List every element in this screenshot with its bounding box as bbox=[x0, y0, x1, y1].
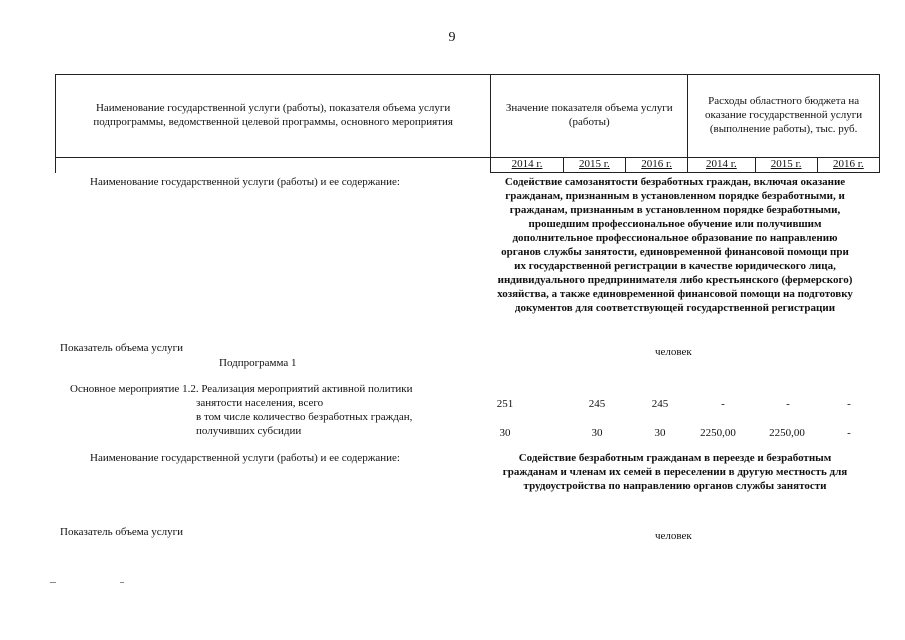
value-cell: - bbox=[721, 398, 725, 410]
description-line: трудоустройства по направлению органов службы занятости bbox=[523, 480, 827, 492]
subprogram-label: Подпрограмма 1 bbox=[219, 357, 297, 369]
description-line: Содействие безработным гражданам в переезде и безработным bbox=[518, 452, 832, 464]
description-line: гражданам, признанным в установленном порядке безработными, и bbox=[505, 190, 845, 202]
value-cell: 251 bbox=[496, 398, 514, 410]
description-line: Содействие самозанятости безработных граждан, включая оказание bbox=[504, 176, 846, 188]
description-line: индивидуального предпринимателя либо крестьянского (фермерского) bbox=[497, 274, 853, 286]
value-cell: 2250,00 bbox=[700, 427, 736, 439]
header-name-text: Наименование государственной услуги (работы), показателя объема услуги подпрограммы, ведомственной целевой программы, основного мероприятия bbox=[93, 102, 453, 128]
header-expense-text: Расходы областного бюджета на оказание государственной услуги (выполнение работы), тыс. руб. bbox=[705, 95, 863, 135]
year-cell: 2014 г. bbox=[688, 158, 755, 173]
indicator-label-2: Показатель объема услуги bbox=[60, 526, 184, 538]
year-cell: 2015 г. bbox=[755, 158, 817, 173]
service-description-2 bbox=[470, 451, 880, 493]
header-blank-cell bbox=[56, 158, 491, 173]
page-number: 9 bbox=[448, 30, 456, 45]
description-line: хозяйства, а также единовременной финансовой помощи на подготовку bbox=[497, 288, 853, 300]
service-description bbox=[470, 175, 880, 315]
value-cell: - bbox=[847, 398, 851, 410]
value-cell: - bbox=[847, 427, 851, 439]
year-cell: 2014 г. bbox=[491, 158, 564, 173]
scan-mark bbox=[50, 582, 56, 583]
indicator-label: Показатель объема услуги bbox=[60, 342, 184, 354]
year-cell: 2015 г. bbox=[563, 158, 625, 173]
measure-label-line2: занятости населения, всего bbox=[196, 397, 324, 409]
year-cell: 2016 г. bbox=[626, 158, 688, 173]
header-expense-cell bbox=[688, 75, 880, 158]
value-cell: 245 bbox=[588, 398, 606, 410]
year-cell: 2016 г. bbox=[817, 158, 879, 173]
header-table bbox=[55, 74, 880, 173]
header-name-cell bbox=[56, 75, 491, 158]
value-cell: - bbox=[786, 398, 790, 410]
indicator-unit: человек bbox=[655, 346, 692, 358]
description-line: их государственной регистрации в качестве юридического лица, bbox=[514, 260, 836, 272]
indicator-unit-2: человек bbox=[655, 530, 692, 542]
description-line: гражданам, признанным в установленном порядке безработными, bbox=[509, 204, 841, 216]
service-name-label-2: Наименование государственной услуги (работы) и ее содержание: bbox=[90, 452, 400, 464]
description-line: гражданам и членам их семей в переселении в другую местность для bbox=[502, 466, 848, 478]
measure-label-line1: Основное мероприятие 1.2. Реализация мероприятий активной политики bbox=[70, 383, 413, 395]
value-cell: 2250,00 bbox=[769, 427, 805, 439]
value-cell: 245 bbox=[651, 398, 669, 410]
description-line: прошедшим профессиональное обучение или получившим bbox=[528, 218, 822, 230]
description-line: органов службы занятости, единовременной финансовой помощи при bbox=[501, 246, 849, 258]
header-value-text: Значение показателя объема услуги (работы) bbox=[505, 102, 673, 128]
service-name-label: Наименование государственной услуги (работы) и ее содержание: bbox=[90, 176, 400, 188]
scan-mark bbox=[120, 582, 124, 583]
value-cell: 30 bbox=[499, 427, 511, 439]
description-line: дополнительное профессиональное образование по направлению bbox=[512, 232, 838, 244]
description-line: документов для соответствующей государственной регистрации bbox=[514, 302, 836, 314]
incl-label-line1: в том числе количество безработных граждан, bbox=[196, 411, 413, 423]
header-value-cell bbox=[491, 75, 688, 158]
incl-label-line2: получивших субсидии bbox=[196, 425, 302, 437]
value-cell: 30 bbox=[591, 427, 603, 439]
value-cell: 30 bbox=[654, 427, 666, 439]
